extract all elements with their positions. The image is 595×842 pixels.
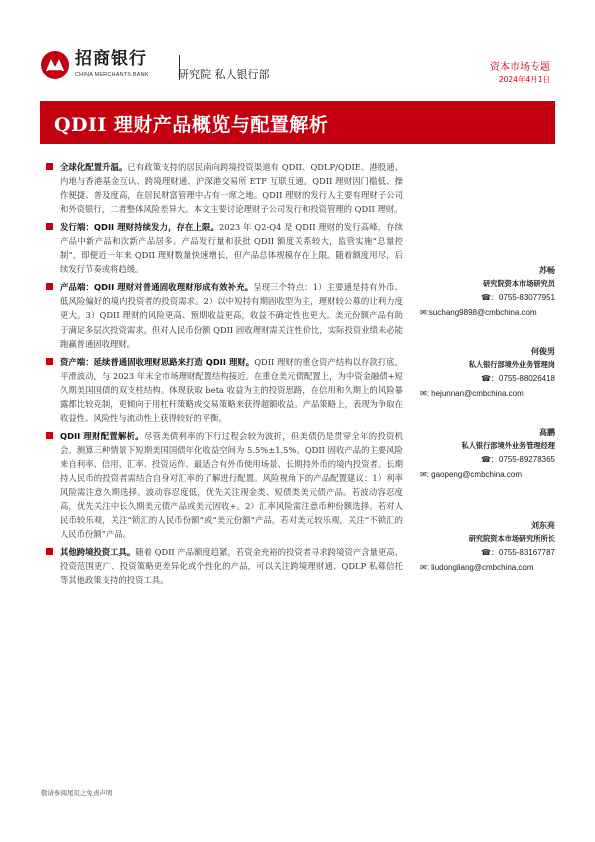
paragraph-lead: 全球化配置升温。 [60,162,128,172]
analyst-name: 何俊男 [531,346,555,356]
report-title: QDII 理财产品概览与配置解析 [54,114,329,136]
paragraph-lead: QDII 理财配置解析。 [60,430,144,441]
bank-english-name: CHINA MERCHANTS BANK [75,72,149,78]
paragraph-lead: 其他跨境投资工具。 [60,547,136,558]
summary-column [60,160,403,591]
analyst-sidebar [420,263,555,585]
analyst-phone: ☎：0755-83167787 [480,548,555,557]
analyst-card [420,344,555,401]
analyst-email[interactable]: ✉: hejunnan@cmbchina.com [420,389,524,398]
analyst-card [420,518,555,575]
paragraph-text: 已有政策支持的居民南向跨境投资渠道有 QDII、QDLP/QDIE、港股通、内地与香港基金互认、跨境理财通、沪深港交易所 ETF 互联互通。QDII 理财因门槛低、操作便捷、普及度高，在居民财富管理中占有一席之地。QDII 理财的发行人主要有理财子公司和外资银行，二者整体风险差异大。本文主要讨论理财子公司发行和投资管理的 QDII 理财。 [60,162,404,215]
bullet-square-icon [46,163,53,170]
paragraph-text: 随着 QDII 产品额度趋紧，若资金充裕的投资者寻求跨境资产含量更高、投资范围更广、投资策略更差异化或个性化的产品，可以关注跨境理财通、QDLP 私募信托等其他政策支持的投资工具。 [60,547,403,586]
paragraph-lead: 发行端：QDII 理财持续发力，存在上限。 [60,222,219,233]
title-band [40,101,555,144]
bullet-square-icon [46,358,53,365]
analyst-phone: ☎：0755-88026418 [480,374,555,383]
analyst-email[interactable]: ✉: gaopeng@cmbchina.com [420,470,522,479]
analyst-title: 研究院资本市场研究员 [483,279,555,288]
report-date: 2024年4月1日 [498,75,550,84]
analyst-title: 研究院资本市场研究所所长 [468,534,555,543]
cmb-logo-icon [40,50,70,80]
summary-paragraph [60,355,403,425]
analyst-name: 苏畅 [539,265,555,275]
paragraph-lead: 资产端：延续普通固收理财思路来打造 QDII 理财。 [60,356,255,367]
analyst-email[interactable]: ✉: liudongliang@cmbchina.com [420,563,534,572]
summary-paragraph [60,280,403,350]
summary-paragraph [60,160,403,216]
bullet-square-icon [46,283,53,290]
analyst-phone: ☎：0755-89278365 [480,455,555,464]
summary-paragraph [60,429,403,541]
bank-name: 招商银行 [75,49,147,69]
analyst-name: 高鹏 [539,427,555,437]
report-header [0,0,595,90]
bullet-square-icon [46,548,53,555]
paragraph-text: 尽管美债利率的下行过程会较为波折，但美债仍是贯穿全年的投资机会。测算三种情景下短期美国国债年化收益空间为 5.5%±1.5%。QDII 固收产品的主要风险来自利率、信用、汇率、投资运作。最适合有外币使用场景、长期持外币的境内投资者。长期持人民币的投资者需结合自身对汇率的了解进行配置。风险视角下的产品配置建议：1）利率风险需注意久期选择。波动容忍度低，优先关注现金类、短债类美元债产品。若波动容忍度高，优先关注中长久期美元债产品或美元固收+。2）汇率风险需注意币种份额选择。若对人民币较乐观，关注“锁汇的人民币份额”或“美元份额”产品。若对美元较乐观，关注“不锁汇的人民币份额”产品。 [60,430,403,540]
analyst-title: 私人银行部境外业务管理岗 [468,360,555,369]
analyst-card [420,425,555,482]
paragraph-text: 呈现三个特点：1）主要通是持有外币、低风险偏好的境内投资者的投资需求。2）以中短持有期固收型为主，理财较公募的让利力度更大。3）QDII 理财的风险更高、预期收益更高，收益不确定性也更大。美元份额产品有助于满足多层次投资需求。但对人民币份额 QDII 固收理财需关注性价比，实际投资业绩未必能跑赢普通固收理财。 [60,282,403,349]
bullet-square-icon [46,432,53,439]
bullet-square-icon [46,223,53,230]
summary-paragraph [60,220,403,276]
analyst-name: 刘东亮 [531,520,555,530]
summary-paragraph [60,545,403,587]
report-type: 资本市场专题 [490,62,550,73]
analyst-phone: ☎：0755-83077951 [480,293,555,302]
analyst-title: 私人银行部境外业务管理经理 [461,441,555,450]
analyst-card [420,263,555,320]
department-label: 研究院 私人银行部 [178,68,270,81]
paragraph-text: QDII 理财的重仓资产结构以存款打底，平滑波动，与 2023 年末全市场理财配置结构接近。在重仓美元债配置上，为中资金融债+短久期美国国债的双支柱结构。体现获取 beta 收益为主的投资思路，在信用和久期上的风险暴露都比较克制，更倾向于用杠杆策略或交易策略来获得超额收益。产品策略上，表现为争取在收益性、风险性与流动性上获得较好的平衡。 [60,356,403,423]
paragraph-text: 2023 年 Q2-Q4 是 QDII 理财的发行高峰，存续产品中新产品和次新产品居多。产品发行量和获批 QDII 额度关系较大，监管实施“总量控制”，即便近一年来 QDII 理财数量快速增长，但产品总体规模存在上限。随着额度用尽，后续发行节奏或将趋缓。 [60,222,403,275]
analyst-email[interactable]: ✉:suchang9898@cmbchina.com [420,308,537,317]
paragraph-lead: 产品端：QDII 理财对普通固收理财形成有效补充。 [60,282,254,293]
disclaimer-note: 敬请参阅尾页之免责声明 [41,789,113,797]
